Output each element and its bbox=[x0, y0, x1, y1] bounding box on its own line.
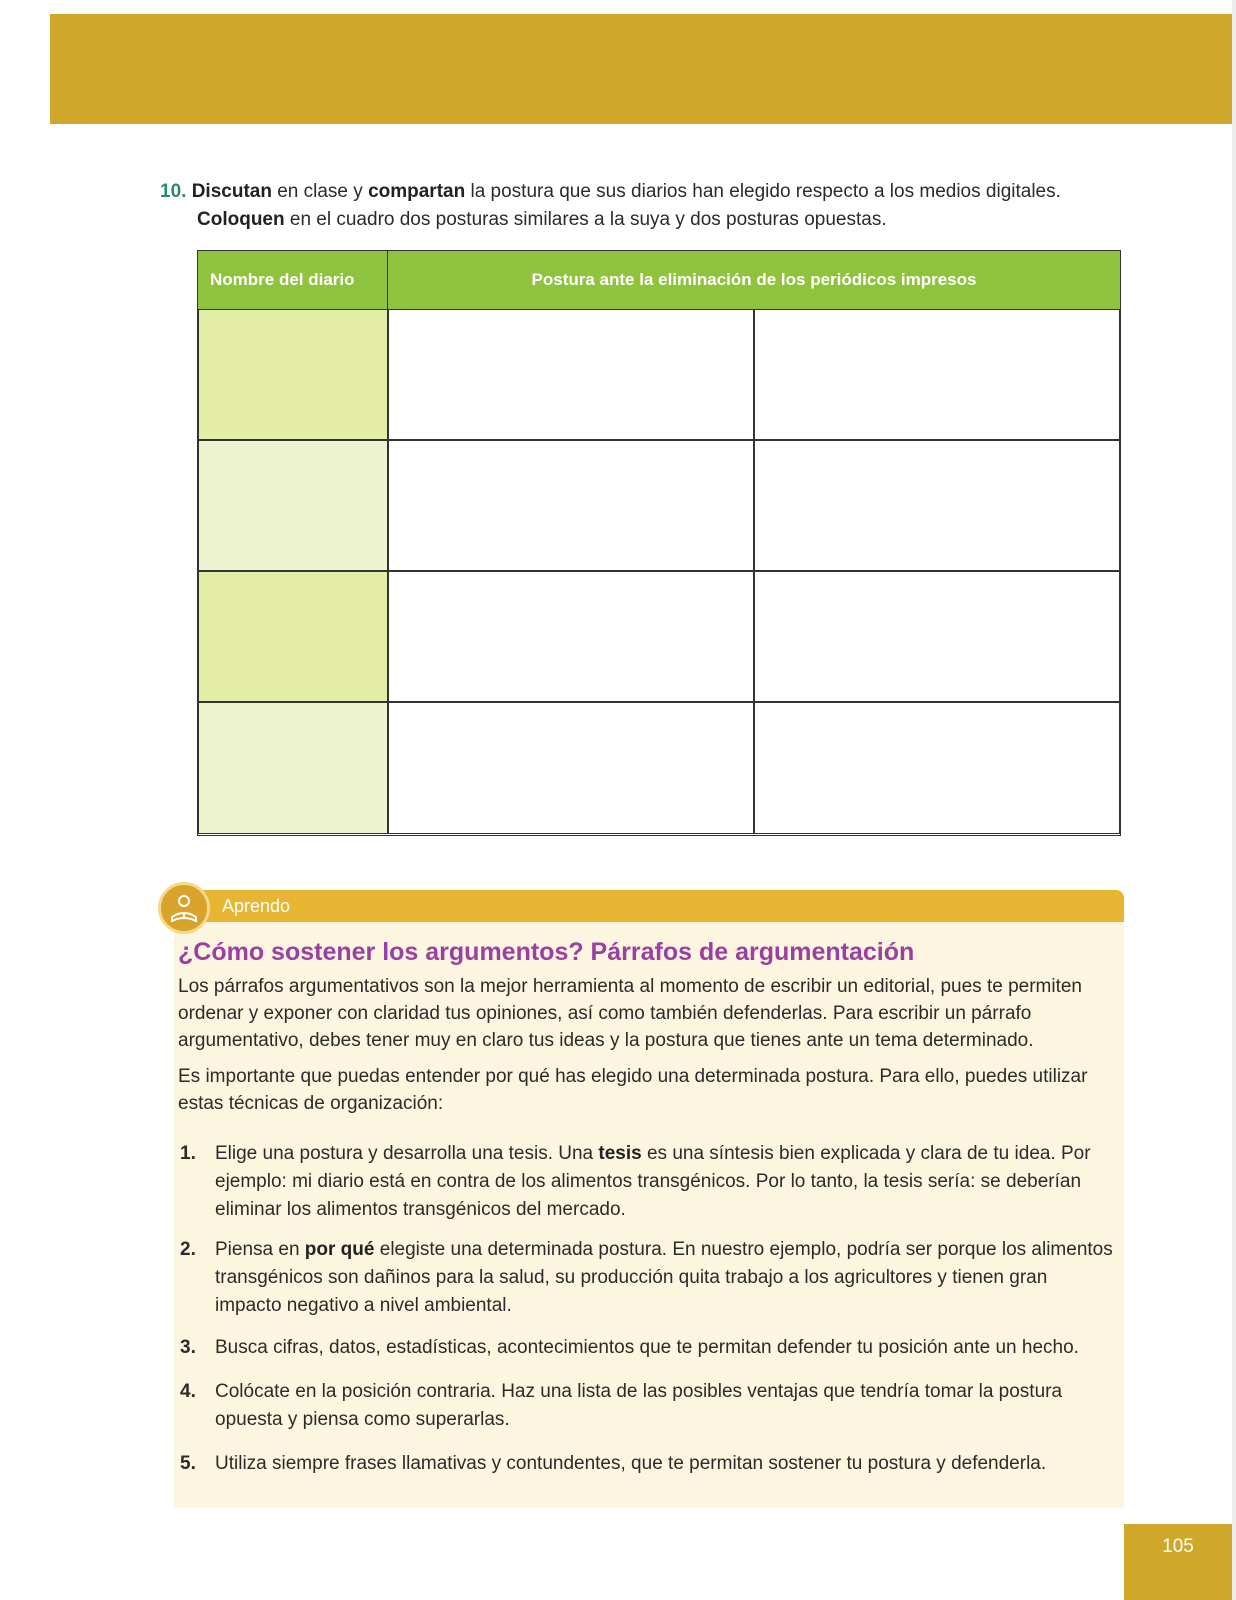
activity-number: 10. bbox=[160, 181, 187, 202]
verb-compartan: compartan bbox=[368, 181, 466, 202]
activity-text-3: en el cuadro dos posturas similares a la suya y dos posturas opuestas. bbox=[284, 209, 887, 230]
table-cell-name-1[interactable] bbox=[198, 309, 388, 440]
activity-10 bbox=[160, 178, 1125, 234]
activity-line-2 bbox=[160, 206, 1125, 234]
list-item-2: 2. Piensa en por qué elegiste una determinada postura. En nuestro ejemplo, podría ser porque los alimentos transgénicos son dañinos para la salud, su producción quita trabajo a los agricultores y tienen gran impacto negativo a nivel ambiental. bbox=[180, 1239, 1113, 1316]
postura-table bbox=[197, 250, 1121, 836]
page-edge bbox=[1232, 0, 1236, 1600]
activity-text-2: la postura que sus diarios han elegido respecto a los medios digitales. bbox=[465, 181, 1061, 202]
paragraph-2: Es importante que puedas entender por qué has elegido una determinada postura. Para ello, puedes utilizar estas técnicas de organización: bbox=[178, 1066, 1088, 1114]
paragraph-1: Los párrafos argumentativos son la mejor herramienta al momento de escribir un editorial, pues te permiten ordenar y exponer con claridad tus opiniones, así como también defenderlas. Para escribir un párrafo argumentativo, debes tener muy en claro tus ideas y la postura que tienes ante un tema determinado. bbox=[178, 976, 1083, 1051]
header-postura: Postura ante la eliminación de los periódicos impresos bbox=[531, 270, 977, 289]
section-title: ¿Cómo sostener los argumentos? Párrafos de argumentación bbox=[178, 938, 915, 966]
aprendo-bar bbox=[196, 890, 1124, 922]
list-item-3: 3. Busca cifras, datos, estadísticas, acontecimientos que te permitan defender tu posición ante un hecho. bbox=[180, 1337, 1079, 1358]
table-cell-postura-3b[interactable] bbox=[754, 571, 1120, 702]
table-cell-postura-1b[interactable] bbox=[754, 309, 1120, 440]
table-cell-postura-2a[interactable] bbox=[388, 440, 754, 571]
verb-discutan: Discutan bbox=[191, 181, 272, 202]
table-cell-name-2[interactable] bbox=[198, 440, 388, 571]
table-cell-name-3[interactable] bbox=[198, 571, 388, 702]
aprendo-label: Aprendo bbox=[222, 896, 291, 916]
header-nombre-del-diario: Nombre del diario bbox=[198, 251, 388, 309]
list-item-4: 4. Colócate en la posición contraria. Haz una lista de las posibles ventajas que tendría tomar la postura opuesta y piensa como superarlas. bbox=[180, 1381, 1063, 1430]
table-cell-postura-3a[interactable] bbox=[388, 571, 754, 702]
table-cell-postura-4b[interactable] bbox=[754, 702, 1120, 834]
list-item-1: 1. Elige una postura y desarrolla una tesis. Una tesis es una síntesis bien explicada y clara de tu idea. Por ejemplo: mi diario está en contra de los alimentos transgénicos. Por lo tanto, la tesis sería: se deberían eliminar los alimentos transgénicos del mercado. bbox=[180, 1143, 1091, 1220]
verb-coloquen: Coloquen bbox=[197, 209, 285, 230]
top-color-band bbox=[50, 14, 1236, 124]
activity-text-1: en clase y bbox=[271, 181, 369, 202]
table-cell-postura-1a[interactable] bbox=[388, 309, 754, 440]
list-item-5: 5. Utiliza siempre frases llamativas y contundentes, que te permitan sostener tu postura y defenderla. bbox=[180, 1453, 1047, 1474]
reader-icon bbox=[158, 882, 210, 934]
table-cell-postura-2b[interactable] bbox=[754, 440, 1120, 571]
table-cell-postura-4a[interactable] bbox=[388, 702, 754, 834]
page-number: 105 bbox=[1124, 1524, 1232, 1600]
table-cell-name-4[interactable] bbox=[198, 702, 388, 834]
